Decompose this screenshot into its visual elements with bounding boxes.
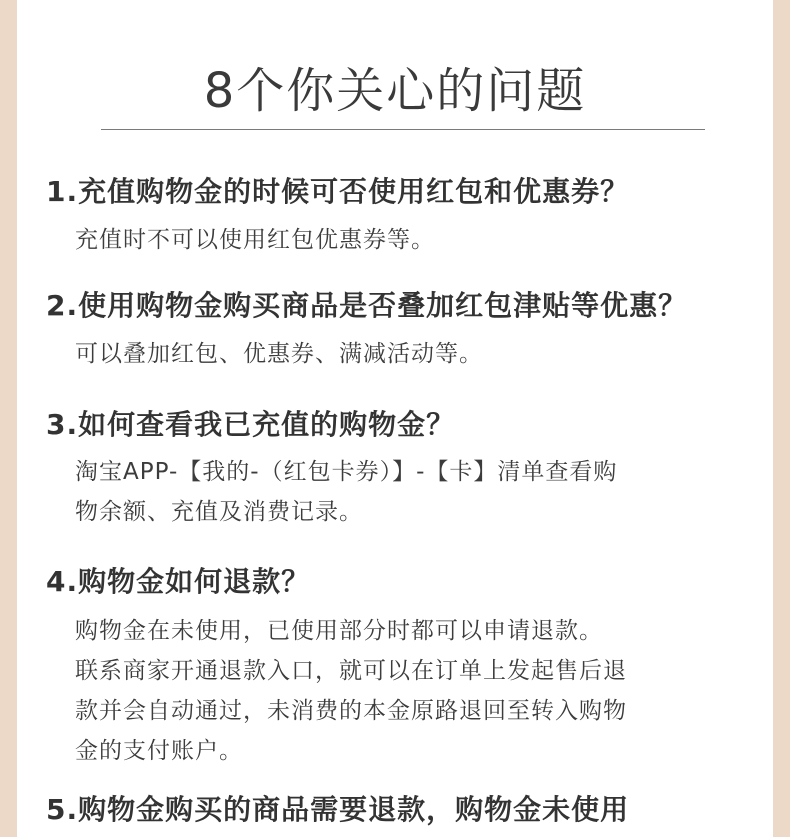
faq-answer-line: 淘宝APP-【我的-（红包卡券）】-【卡】清单查看购 <box>75 459 618 485</box>
faq-question-4: 4.购物金如何退款？ <box>46 565 311 598</box>
faq-answer-line: 联系商家开通退款入口，就可以在订单上发起售后退 <box>75 658 627 684</box>
faq-answer-4 <box>75 611 627 771</box>
faq-answer-line: 充值时不可以使用红包优惠券等。 <box>75 227 435 253</box>
faq-answer-2 <box>75 334 483 374</box>
faq-answer-line: 款并会自动通过，未消费的本金原路退回至转入购物 <box>75 698 627 724</box>
faq-question-3: 3.如何查看我已充值的购物金？ <box>46 408 456 441</box>
faq-answer-3 <box>75 452 617 532</box>
faq-answer-line: 金的支付账户。 <box>75 738 243 764</box>
page-title: 8个你关心的问题 <box>203 63 587 120</box>
faq-answer-line: 购物金在未使用，已使用部分时都可以申请退款。 <box>75 618 603 644</box>
faq-answer-line: 物余额、充值及消费记录。 <box>75 499 363 525</box>
faq-answer-line: 可以叠加红包、优惠券、满减活动等。 <box>75 341 483 367</box>
faq-question-5: 5.购物金购买的商品需要退款，购物金未使用 <box>46 793 630 826</box>
content-panel <box>17 0 773 837</box>
title-divider <box>101 129 705 130</box>
faq-question-2: 2.使用购物金购买商品是否叠加红包津贴等优惠？ <box>46 289 688 322</box>
faq-answer-1 <box>75 220 435 260</box>
faq-question-1: 1.充值购物金的时候可否使用红包和优惠券？ <box>46 175 630 208</box>
